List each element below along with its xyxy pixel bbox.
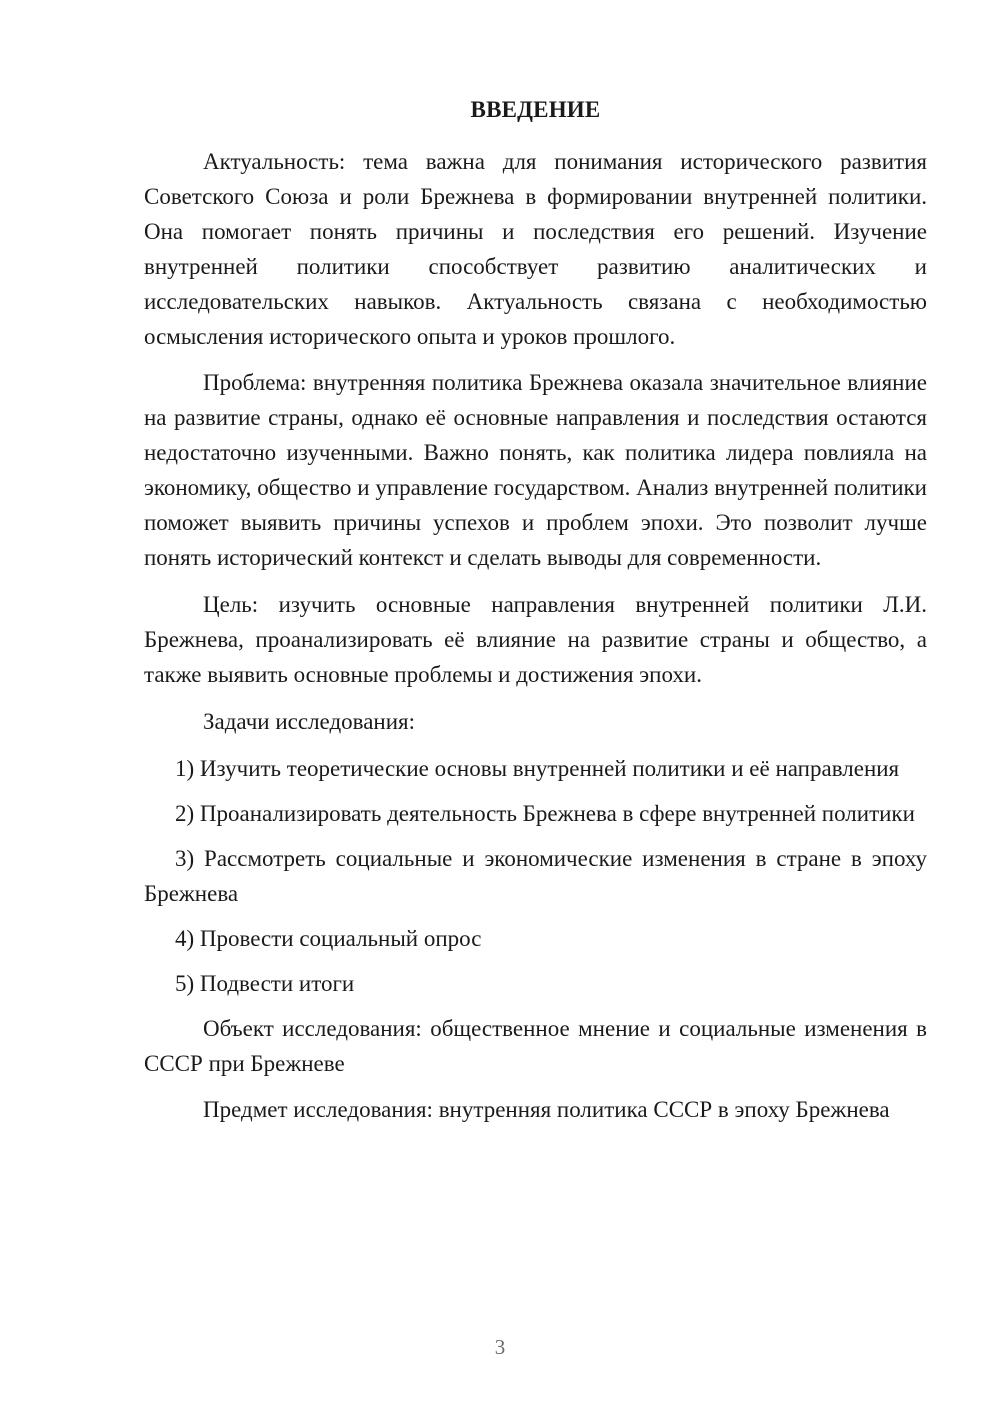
task-item: 4) Провести социальный опрос — [175, 926, 482, 951]
task-item: 5) Подвести итоги — [175, 971, 355, 996]
task-item: 3) Рассмотреть социальные и экономические изменения в стране в эпоху Брежнева — [144, 846, 927, 906]
object-paragraph: Объект исследования: общественное мнение и социальные изменения в СССР при Брежневе — [144, 1016, 927, 1076]
page-number: 3 — [494, 1335, 506, 1359]
subject-paragraph: Предмет исследования: внутренняя политика СССР в эпоху Брежнева — [203, 1097, 890, 1122]
task-item: 2) Проанализировать деятельность Брежнева в сфере внутренней политики — [175, 801, 915, 826]
task-item: 1) Изучить теоретические основы внутренней политики и её направления — [175, 756, 900, 781]
section-heading: ВВЕДЕНИЕ — [470, 97, 601, 122]
relevance-paragraph: Актуальность: тема важна для понимания исторического развития Советского Союза и роли Брежнева в формировании внутренней политики. Она помогает понять причины и последствия его решений. Изучение внутренней политики способствует развитию аналитических и исследовательских навыков. Актуальность связана с необходимостью осмысления исторического опыта и уроков прошлого. — [144, 149, 927, 349]
tasks-heading: Задачи исследования: — [203, 709, 416, 734]
document-page — [144, 92, 927, 1127]
problem-paragraph: Проблема: внутренняя политика Брежнева оказала значительное влияние на развитие страны, однако её основные направления и последствия остаются недостаточно изученными. Важно понять, как политика лидера повлияла на экономику, общество и управление государством. Анализ внутренней политики поможет выявить причины успехов и проблем эпохи. Это позволит лучше понять исторический контекст и сделать выводы для современности. — [144, 370, 927, 570]
goal-paragraph: Цель: изучить основные направления внутренней политики Л.И. Брежнева, проанализировать её влияние на развитие страны и общество, а также выявить основные проблемы и достижения эпохи. — [144, 592, 927, 687]
